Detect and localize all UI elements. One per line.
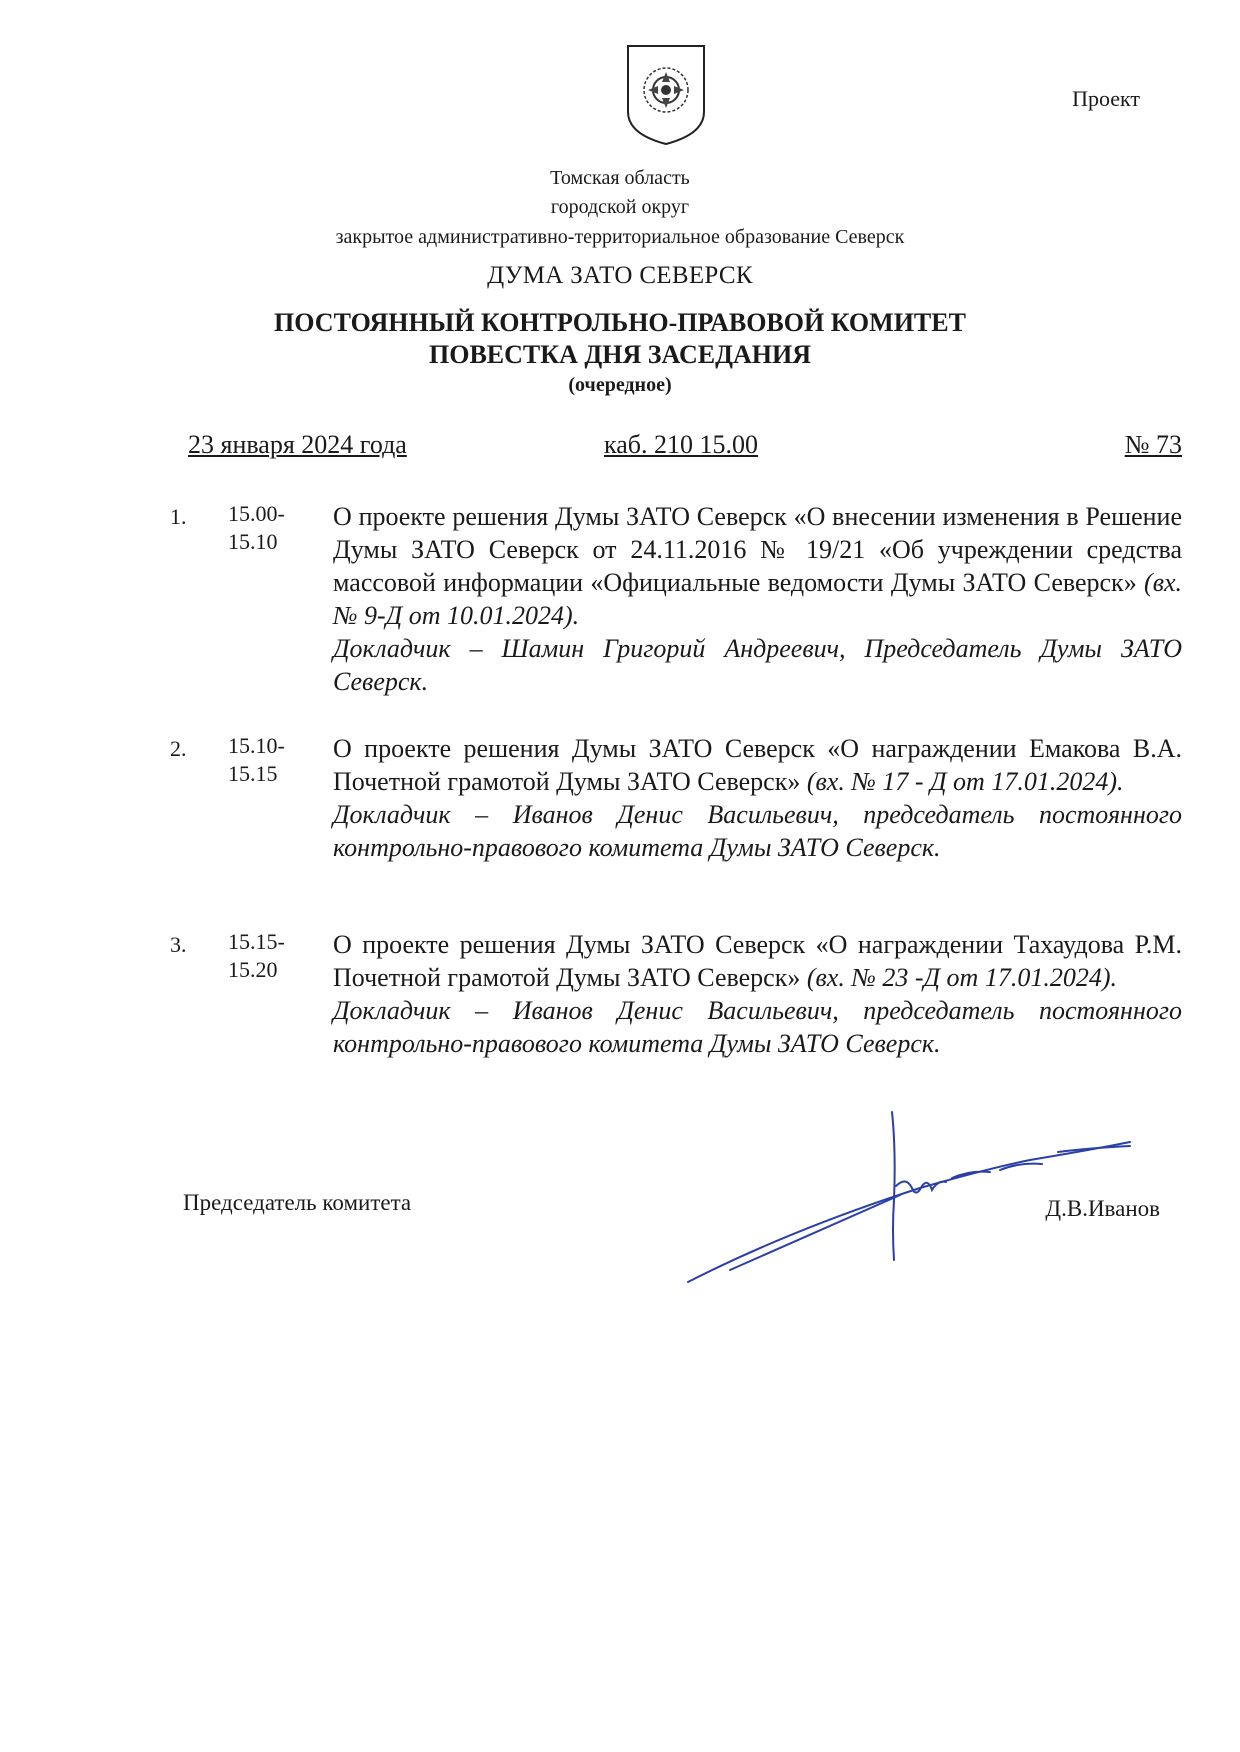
item-time-end: 15.20	[228, 957, 278, 982]
agenda-item	[170, 732, 1182, 864]
item-time-end: 15.10	[228, 529, 278, 554]
item-body	[333, 928, 1182, 1060]
item-time-start: 15.00-	[228, 501, 285, 526]
item-time	[228, 500, 308, 556]
item-text: О проекте решения Думы ЗАТО Северск «О награждении Емакова В.А. Почетной грамотой Думы ЗАТО Северск»	[333, 734, 1182, 796]
duma-title: ДУМА ЗАТО СЕВЕРСК	[487, 262, 753, 289]
meeting-number: № 73	[1124, 430, 1182, 459]
item-text: О проекте решения Думы ЗАТО Северск «О внесении изменения в Решение Думы ЗАТО Северск от 24.11.2016 № 19/21 «Об учреждении средства массовой информации «Официальные ведомости Думы ЗАТО Северск»	[333, 502, 1182, 597]
item-time-start: 15.10-	[228, 733, 285, 758]
item-number: 3.	[170, 932, 187, 957]
item-body	[333, 732, 1182, 864]
agenda-item	[170, 500, 1182, 698]
item-time-end: 15.15	[228, 761, 278, 786]
region-name: Томская область	[550, 167, 690, 189]
item-speaker: Докладчик – Иванов Денис Васильевич, председатель постоянного контрольно-правового комитета Думы ЗАТО Северск.	[333, 800, 1182, 862]
item-time-start: 15.15-	[228, 929, 285, 954]
agenda-item	[170, 928, 1182, 1060]
handwritten-signature	[670, 1090, 1140, 1290]
meeting-type: (очередное)	[568, 374, 672, 396]
signatory-position: Председатель комитета	[183, 1190, 412, 1215]
okrug-name: городской округ	[550, 196, 690, 218]
item-speaker: Докладчик – Иванов Денис Васильевич, председатель постоянного контрольно-правового комитета Думы ЗАТО Северск.	[333, 996, 1182, 1058]
meeting-date: 23 января 2024 года	[188, 430, 407, 459]
item-incoming-note: (вх. № 23 -Д от 17.01.2024).	[806, 963, 1117, 992]
item-body	[333, 500, 1182, 698]
item-number: 1.	[170, 504, 187, 529]
agenda-title: ПОВЕСТКА ДНЯ ЗАСЕДАНИЯ	[429, 340, 811, 369]
signatory-name: Д.В.Иванов	[1045, 1196, 1160, 1221]
item-number: 2.	[170, 736, 187, 761]
item-speaker: Докладчик – Шамин Григорий Андреевич, Председатель Думы ЗАТО Северск.	[333, 634, 1182, 696]
zato-name: закрытое административно-территориальное образование Северск	[335, 226, 905, 248]
draft-label: Проект	[1072, 86, 1140, 111]
item-time	[228, 928, 308, 984]
item-incoming-note: (вх. № 17 - Д от 17.01.2024).	[806, 767, 1124, 796]
meeting-room-time: каб. 210 15.00	[604, 430, 759, 459]
coat-of-arms-emblem	[624, 42, 708, 146]
item-text: О проекте решения Думы ЗАТО Северск «О награждении Тахаудова Р.М. Почетной грамотой Думы ЗАТО Северск»	[333, 930, 1182, 992]
item-incoming-note: (вх. № 9-Д от 10.01.2024).	[333, 568, 1183, 630]
item-time	[228, 732, 308, 788]
committee-title: ПОСТОЯННЫЙ КОНТРОЛЬНО-ПРАВОВОЙ КОМИТЕТ	[274, 308, 966, 337]
